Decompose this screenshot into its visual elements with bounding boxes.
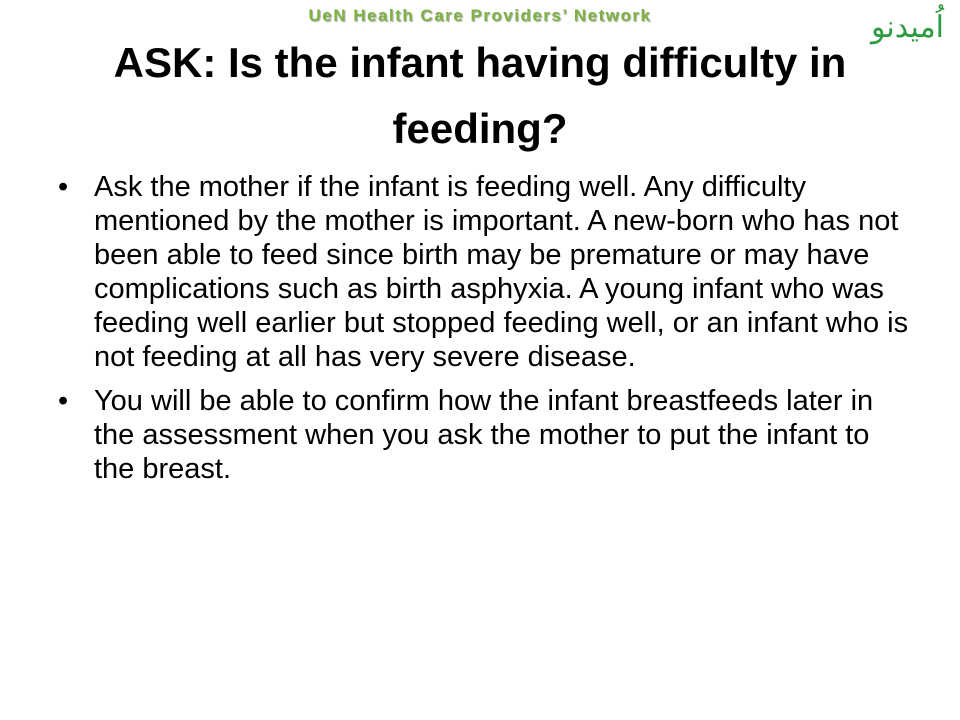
bullet-text: You will be able to confirm how the infant breastfeeds later in the assessment when you ask the mother to put the infant to the breast. (94, 385, 874, 485)
bullet-list (50, 170, 910, 496)
bullet-item (50, 384, 910, 486)
slide-title: ASK: Is the infant having difficulty in feeding? (113, 39, 847, 152)
organization-header: UeN Health Care Providers’ Network (308, 6, 652, 25)
bullet-icon: • (58, 385, 69, 417)
logo: اُمیدنو (870, 10, 944, 45)
bullet-text: Ask the mother if the infant is feeding well. Any difficulty mentioned by the mother is important. A new-born who has not been able to feed since birth may be premature or may have complications such as birth asphyxia. A young infant who was feeding well earlier but stopped feeding well, or an infant who is not feeding at all has very severe disease. (94, 171, 909, 373)
bullet-item (50, 170, 910, 374)
bullet-icon: • (58, 171, 69, 203)
